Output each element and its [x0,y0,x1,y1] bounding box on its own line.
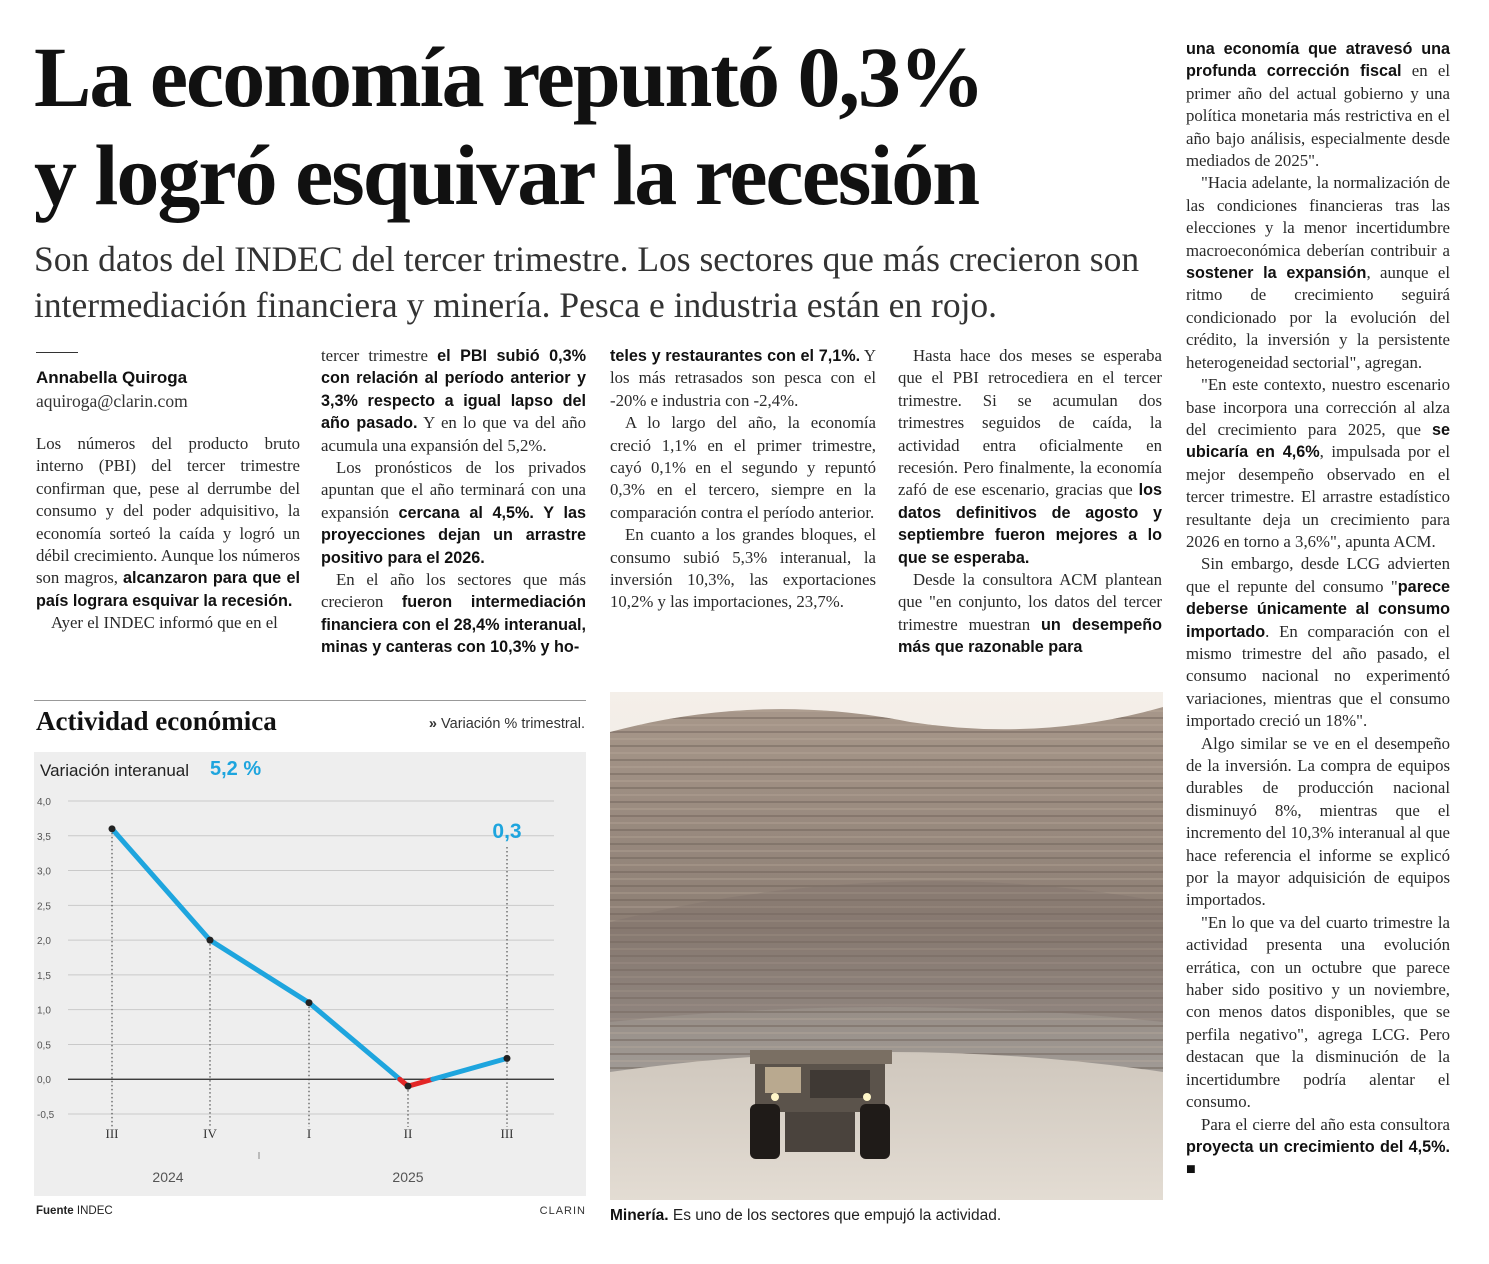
paragraph [898,569,1162,659]
paragraph: A lo largo del año, la economía creció 1,1% en el primer trimestre, cayó 0,1% en el segundo y repuntó 0,3% en el tercero, siempre en la comparación contra el período anterior. [610,413,876,522]
series-line-segment [309,1003,400,1080]
paragraph [1186,38,1450,172]
article-column-3 [610,345,876,614]
bold-text-run: proyecta un crecimiento del 4,5%. [1186,1137,1450,1156]
series-line-segment [210,940,309,1003]
chart-subtitle-text: Variación % trimestral. [441,716,585,732]
text-run: Desde la consultora ACM plantean que "en conjunto, los datos del tercer trimestre muestran [898,570,1162,634]
x-tick-label: III [500,1126,514,1141]
paragraph: "En lo que va del cuarto trimestre la actividad presenta una evolución errática, con un octubre que parece haber sido positivo y un noviembre, con menos datos disponibles, que se perfila negativo", agrega LCG. Pero destacan que la disminución de la incertidumbre podría alentar el consumo. [1186,912,1450,1112]
chart-metric-label: Variación interanual [40,761,189,780]
bold-text-run: fueron intermediación financiera con el 28,4% interanual, minas y canteras con 10,3% y ho- [321,593,587,657]
paragraph [610,345,876,412]
photo-caption-label: Minería. [610,1207,669,1224]
paragraph [1186,553,1450,732]
y-tick-label: 3,0 [37,866,51,878]
bold-text-run: alcanzaron para que el país lograra esquivar la recesión. [36,569,300,610]
subheadline-line-1: Son datos del INDEC del tercer trimestre. Los sectores que más crecieron son [34,239,1140,279]
line-chart [34,752,586,1196]
y-tick-label: 0,5 [37,1040,51,1052]
text-run: Y los más retrasados son pesca con el -20% e industria con -2,4%. [610,346,876,410]
headline-line-1: La economía repuntó 0,3% [34,29,983,125]
bold-text-run: un desempeño más que razonable para [898,615,1163,657]
paragraph [321,457,586,569]
year-label: 2024 [152,1169,184,1185]
bold-text-run: los datos definitivos de agosto y septiembre fueron mejores a lo que se esperaba. [898,481,1162,567]
x-tick-label: I [306,1126,312,1141]
data-label: 0,3 [492,820,522,843]
bold-text-run: sostener la expansión [1186,264,1367,283]
photo-caption-text: Es uno de los sectores que empujó la actividad. [668,1207,1002,1224]
chart-credit: CLARIN [539,1205,586,1217]
text-run: Los pronósticos de los privados apuntan que el año terminará con una expansión [321,458,586,522]
paragraph [1186,172,1450,374]
data-point [306,999,313,1006]
chart-source-value: INDEC [76,1205,113,1217]
bold-text-run: una economía que atravesó una profunda corrección fiscal [1186,40,1450,81]
paragraph [1186,1114,1450,1181]
series-line-segment [112,829,210,940]
author-name: Annabella Quiroga [36,368,188,387]
x-tick-label: IV [203,1126,217,1141]
y-tick-label: 2,0 [37,936,51,948]
data-point [405,1083,412,1090]
bold-text-run: el PBI subió 0,3% con relación al período anterior y 3,3% respecto a igual lapso del año pasado. [321,347,587,433]
end-mark: ■ [1186,1160,1196,1179]
subheadline-line-2: intermediación financiera y minería. Pesca e industria están en rojo. [34,285,998,325]
series-line-segment [408,1079,433,1086]
x-tick-label: III [105,1126,119,1141]
text-run: , aunque el ritmo de crecimiento seguirá condicionado por la evolución del crédito, la inversión y la persistente heterogeneidad sectorial", agregan. [1186,263,1450,372]
headline-line-2: y logró esquivar la recesión [34,127,979,223]
byline-rule [36,352,78,353]
haul-truck [750,1050,892,1159]
text-run: Y en lo que va del año acumula una expansión del 5,2%. [321,413,586,455]
chart-source [36,1205,113,1217]
text-run: Los números del producto bruto interno (PBI) del tercer trimestre confirman que, pese al derrumbe del consumo y del poder adquisitivo, la economía sorteó la caída y logró un débil crecimiento. Aunque los números son magros, [36,434,300,588]
text-run: en el primer año del actual gobierno y una política monetaria más restrictiva en el año bajo análisis, especialmente desde mediados de 2025". [1186,61,1451,171]
y-tick-label: 1,0 [37,1005,51,1017]
chart-top-rule [34,700,586,701]
text-run: "Hacia adelante, la normalización de las condiciones financieras tras las elecciones y la menor incertidumbre macroeconómica deberían contribuir a [1186,173,1450,260]
article-column-5 [1186,38,1450,1181]
chart-source-label: Fuente [36,1205,74,1217]
chevron-right-icon: » [428,716,437,732]
article-column-4 [898,345,1162,659]
y-tick-label: -0,5 [37,1110,55,1121]
paragraph [321,345,586,457]
subheadline [34,236,1174,328]
paragraph: Algo similar se ve en el desempeño de la inversión. La compra de equipos durables de producción nacional disminuyó 8%, mientras que el incremento del 10,3% interanual al que hace referencia el informe se explicó por la mayor adquisición de equipos importados. [1186,733,1450,910]
bold-text-run: parece deberse únicamente al consumo importado [1186,577,1450,641]
year-label: 2025 [392,1169,424,1185]
text-run: Sin embargo, desde LCG advierten que el repunte del consumo " [1186,554,1450,596]
headline [34,28,1184,224]
article-column-2 [321,345,586,659]
chart-title: Actividad económica [36,706,277,736]
data-point [504,1055,511,1062]
y-tick-label: 1,5 [37,970,51,982]
paragraph [898,345,1162,569]
text-run: En el año los sectores que más crecieron [321,570,586,612]
text-run: Hasta hace dos meses se esperaba que el PBI retrocediera en el tercer trimestre. Si se acumulan dos trimestres seguidos de caída, la actividad entra oficialmente en recesión. Pero finalmente, la economía zafó de ese escenario, gracias que [898,346,1162,500]
paragraph: En cuanto a los grandes bloques, el consumo subió 5,3% interanual, la inversión 10,3%, las exportaciones 10,2% y las importaciones, 23,7%. [610,525,876,612]
mining-photo [610,692,1163,1200]
text-run: . En comparación con el mismo trimestre del año pasado, el consumo nacional no experimentó variaciones, mientras que el consumo importado creció un 18%". [1186,621,1450,731]
paragraph [1186,374,1450,553]
x-tick-label: II [403,1126,413,1141]
series-line-segment [433,1058,507,1079]
paragraph [321,569,586,659]
paragraph [36,433,300,612]
chart-metric-value: 5,2 % [210,758,262,780]
bold-text-run: cercana al 4,5%. Y las proyecciones dejan un arrastre positivo para el 2026. [321,503,586,567]
paragraph: Ayer el INDEC informó que en el [51,613,278,633]
text-run: "En este contexto, nuestro escenario base incorpora una corrección al alza del crecimiento para 2025, que [1186,375,1450,439]
text-run: , impulsada por el mejor desempeño observado en el tercer trimestre. El arrastre estadístico resultante deja un crecimiento para 2026 en torno a 3,6%", apunta ACM. [1186,442,1450,551]
bold-text-run: se ubicaría en 4,6% [1186,420,1450,462]
data-point [207,937,214,944]
data-point [109,825,116,832]
y-tick-label: 2,5 [37,901,51,913]
text-run: tercer trimestre [321,346,438,365]
photo-caption [610,1207,1170,1225]
y-tick-label: 3,5 [37,831,51,843]
chart-subtitle [400,716,585,732]
author-email[interactable]: aquiroga@clarin.com [36,391,188,411]
text-run: Para el cierre del año esta consultora [1201,1114,1450,1134]
mining-photo-image [610,692,1163,1200]
y-tick-label: 4,0 [37,797,51,808]
article-column-1 [36,433,300,635]
y-tick-label: 0,0 [37,1075,51,1087]
bold-text-run: teles y restaurantes con el 7,1%. [610,347,861,365]
